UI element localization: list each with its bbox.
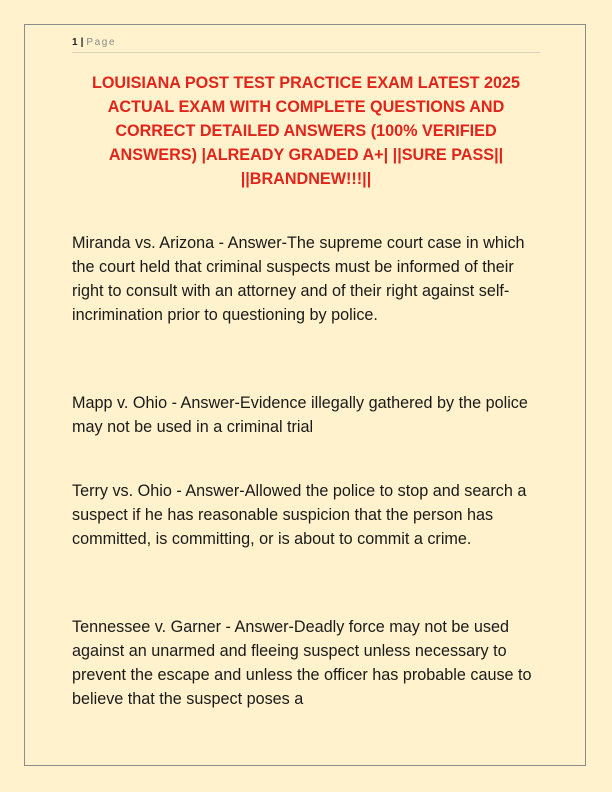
page-number: 1 [72,37,78,48]
qa-entry-mapp [72,391,547,439]
page-header [72,36,540,53]
page-label: Page [86,37,117,48]
page-separator: | [80,37,84,48]
qa-entry-text: Tennessee v. Garner - Answer-Deadly force may not be used against an unarmed and fleeing suspect unless necessary to prevent the escape and unless the officer has probable cause to believe that the suspect poses a [72,618,532,708]
qa-entry-garner [72,615,547,711]
document-title: LOUISIANA POST TEST PRACTICE EXAM LATEST 2025 ACTUAL EXAM WITH COMPLETE QUESTIONS AND CORRECT DETAILED ANSWERS (100% VERIFIED ANSWERS) |ALREADY GRADED A+| ||SURE PASS|| ||BRANDNEW!!!|| [91,74,521,188]
qa-entry-miranda [72,231,547,327]
qa-entry-terry [72,479,547,551]
qa-entry-text: Mapp v. Ohio - Answer-Evidence illegally gathered by the police may not be used in a criminal trial [72,394,528,436]
qa-entry-text: Terry vs. Ohio - Answer-Allowed the police to stop and search a suspect if he has reasonable suspicion that the person has committed, is committing, or is about to commit a crime. [72,482,527,548]
qa-entry-text: Miranda vs. Arizona - Answer-The supreme court case in which the court held that criminal suspects must be informed of their right to consult with an attorney and of their right against self-incrimination prior to questioning by police. [72,234,525,324]
